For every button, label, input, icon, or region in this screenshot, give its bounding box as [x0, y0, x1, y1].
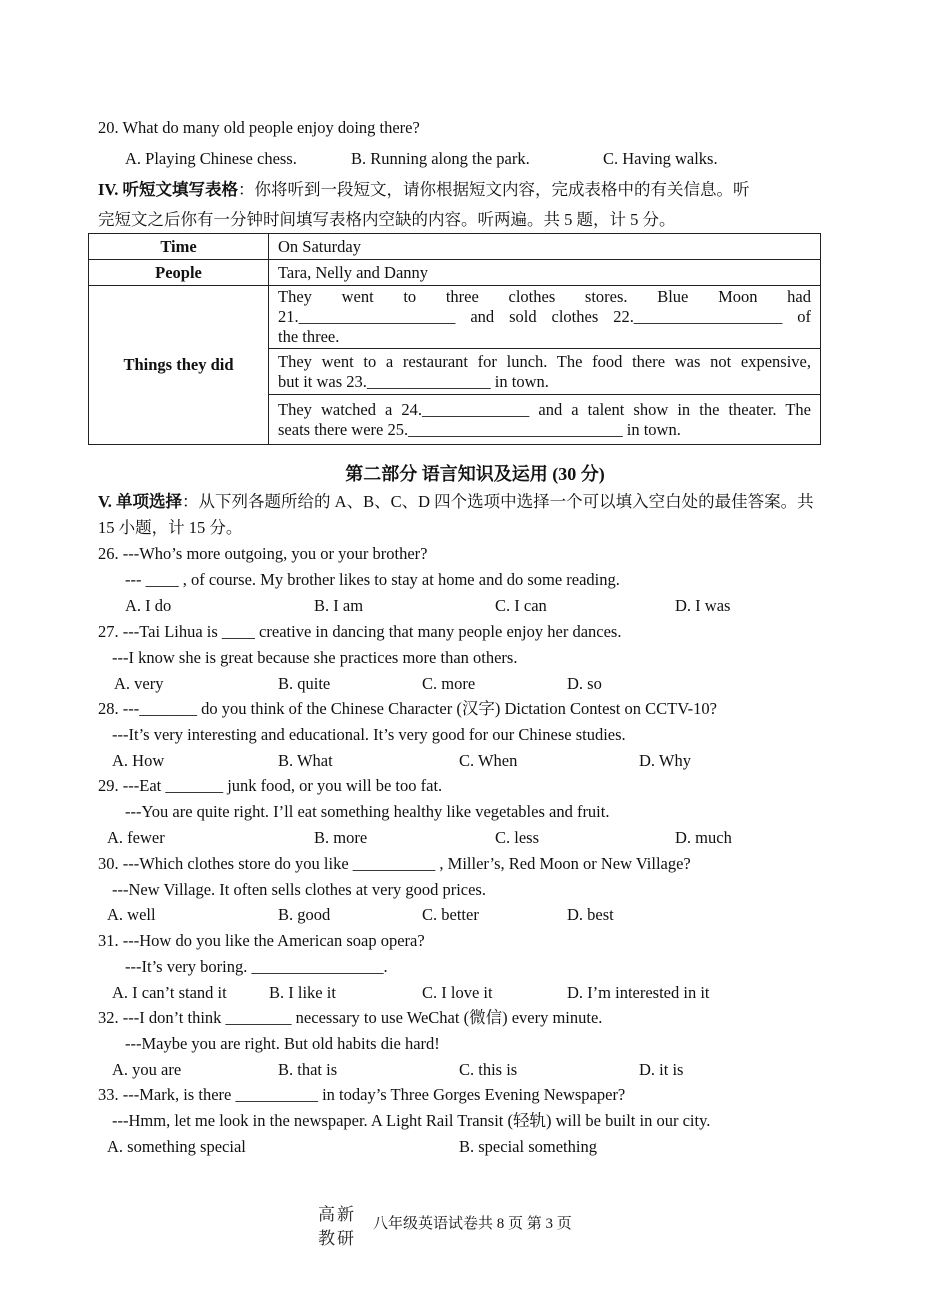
question-26-option-b: B. I am — [314, 596, 364, 615]
things-row-2-line-1: They went to a restaurant for lunch. The food there was not expensive, — [278, 351, 811, 371]
question-31-option-b: B. I like it — [269, 983, 336, 1002]
question-20-option-a: A. Playing Chinese chess. — [125, 149, 297, 168]
section-5-instruction — [98, 492, 814, 512]
things-row-3-line-2: seats there were 25.__________________________ in town. — [278, 419, 681, 439]
question-32-option-b: B. that is — [278, 1060, 338, 1079]
things-row-1-line-1: They went to three clothes stores. Blue Moon had — [278, 287, 811, 306]
things-row-3-line-1: They watched a 24._____________ and a talent show in the theater. The — [278, 399, 811, 419]
time-label: Time — [89, 234, 269, 260]
question-20-option-b: B. Running along the park. — [351, 149, 530, 168]
question-20-option-c: C. Having walks. — [603, 149, 718, 168]
question-29-option-b: B. more — [314, 828, 368, 847]
question-27-option-b: B. quite — [278, 674, 331, 693]
question-26-stem: 26. ---Who’s more outgoing, you or your brother? — [98, 544, 428, 563]
things-row-3 — [269, 395, 821, 445]
question-28-option-a: A. How — [112, 751, 165, 770]
question-30-stem: 30. ---Which clothes store do you like __________ , Miller’s, Red Moon or New Village? — [98, 854, 691, 873]
things-row-1-line-3: the three. — [278, 327, 340, 346]
question-27-option-a: A. very — [114, 674, 164, 693]
question-29-reply: ---You are quite right. I’ll eat something healthy like vegetables and fruit. — [125, 802, 610, 821]
question-27-option-d: D. so — [567, 674, 602, 693]
question-32-option-c: C. this is — [459, 1060, 518, 1079]
question-27-reply: ---I know she is great because she practices more than others. — [112, 648, 518, 667]
things-label: Things they did — [89, 286, 269, 445]
question-26-reply: --- ____ , of course. My brother likes to stay at home and do some reading. — [125, 570, 620, 589]
section-5-instruction-line1: ：从下列各题所给的 A、B、C、D 四个选项中选择一个可以填入空白处的最佳答案。共 — [182, 492, 814, 511]
question-26-option-c: C. I can — [495, 596, 547, 615]
section-4-instruction-line1: ：你将听到一段短文，请你根据短文内容，完成表格中的有关信息。听 — [237, 180, 750, 199]
footer-page-info: 八年级英语试卷共 8 页 第 3 页 — [373, 1216, 572, 1232]
question-33-reply: ---Hmm, let me look in the newspaper. A Light Rail Transit (轻轨) will be built in our city. — [112, 1111, 711, 1130]
question-33-stem: 33. ---Mark, is there __________ in today’s Three Gorges Evening Newspaper? — [98, 1085, 626, 1104]
question-31-option-c: C. I love it — [422, 983, 493, 1002]
question-32-option-d: D. it is — [639, 1060, 684, 1079]
question-30-option-d: D. best — [567, 905, 614, 924]
time-value: On Saturday — [269, 234, 821, 260]
question-30-option-a: A. well — [107, 905, 156, 924]
things-row-2-line-2: but it was 23._______________ in town. — [278, 371, 549, 391]
question-32-reply: ---Maybe you are right. But old habits die hard! — [125, 1034, 440, 1053]
things-row-1 — [269, 286, 821, 349]
question-31-option-d: D. I’m interested in it — [567, 983, 710, 1002]
section-5-instruction-line2: 15 小题，计 15 分。 — [98, 518, 243, 537]
question-27-stem: 27. ---Tai Lihua is ____ creative in dancing that many people enjoy her dances. — [98, 622, 622, 641]
question-28-option-b: B. What — [278, 751, 333, 770]
question-26-option-a: A. I do — [125, 596, 172, 615]
part-2-title: 第二部分 语言知识及运用 (30 分) — [345, 464, 605, 484]
question-29-option-a: A. fewer — [107, 828, 165, 847]
question-31-stem: 31. ---How do you like the American soap opera? — [98, 931, 425, 950]
things-row-1-line-2: 21.___________________ and sold clothes 22.__________________ of — [278, 307, 811, 326]
people-label: People — [89, 260, 269, 286]
things-row-2 — [269, 349, 821, 395]
question-32-option-a: A. you are — [112, 1060, 182, 1079]
question-20-stem: 20. What do many old people enjoy doing there? — [98, 118, 420, 137]
question-31-option-a: A. I can’t stand it — [112, 983, 227, 1002]
question-29-option-c: C. less — [495, 828, 540, 847]
listening-table — [88, 233, 821, 445]
question-28-reply: ---It’s very interesting and educational. It’s very good for our Chinese studies. — [112, 725, 626, 744]
section-4-instruction — [98, 180, 749, 200]
people-value: Tara, Nelly and Danny — [269, 260, 821, 286]
footer-logo-line-2: 教研 — [318, 1229, 356, 1249]
question-28-stem: 28. ---_______ do you think of the Chinese Character (汉字) Dictation Contest on CCTV-10? — [98, 699, 717, 718]
question-27-option-c: C. more — [422, 674, 476, 693]
section-4-instruction-line2: 完短文之后你有一分钟时间填写表格内空缺的内容。听两遍。共 5 题，计 5 分。 — [98, 210, 676, 229]
question-28-option-c: C. When — [459, 751, 518, 770]
question-33-option-a: A. something special — [107, 1137, 246, 1156]
question-31-reply: ---It’s very boring. ________________. — [125, 957, 388, 976]
footer-logo — [318, 1203, 358, 1251]
question-30-option-c: C. better — [422, 905, 479, 924]
question-26-option-d: D. I was — [675, 596, 731, 615]
question-30-reply: ---New Village. It often sells clothes at very good prices. — [112, 880, 486, 899]
question-33-option-b: B. special something — [459, 1137, 597, 1156]
section-4-label: IV. 听短文填写表格 — [98, 180, 238, 199]
question-29-option-d: D. much — [675, 828, 732, 847]
section-5-label: V. 单项选择 — [98, 492, 183, 511]
question-28-option-d: D. Why — [639, 751, 691, 770]
question-30-option-b: B. good — [278, 905, 331, 924]
question-29-stem: 29. ---Eat _______ junk food, or you will be too fat. — [98, 776, 443, 795]
question-32-stem: 32. ---I don’t think ________ necessary to use WeChat (微信) every minute. — [98, 1008, 603, 1027]
footer-logo-line-1: 高新 — [318, 1205, 356, 1225]
